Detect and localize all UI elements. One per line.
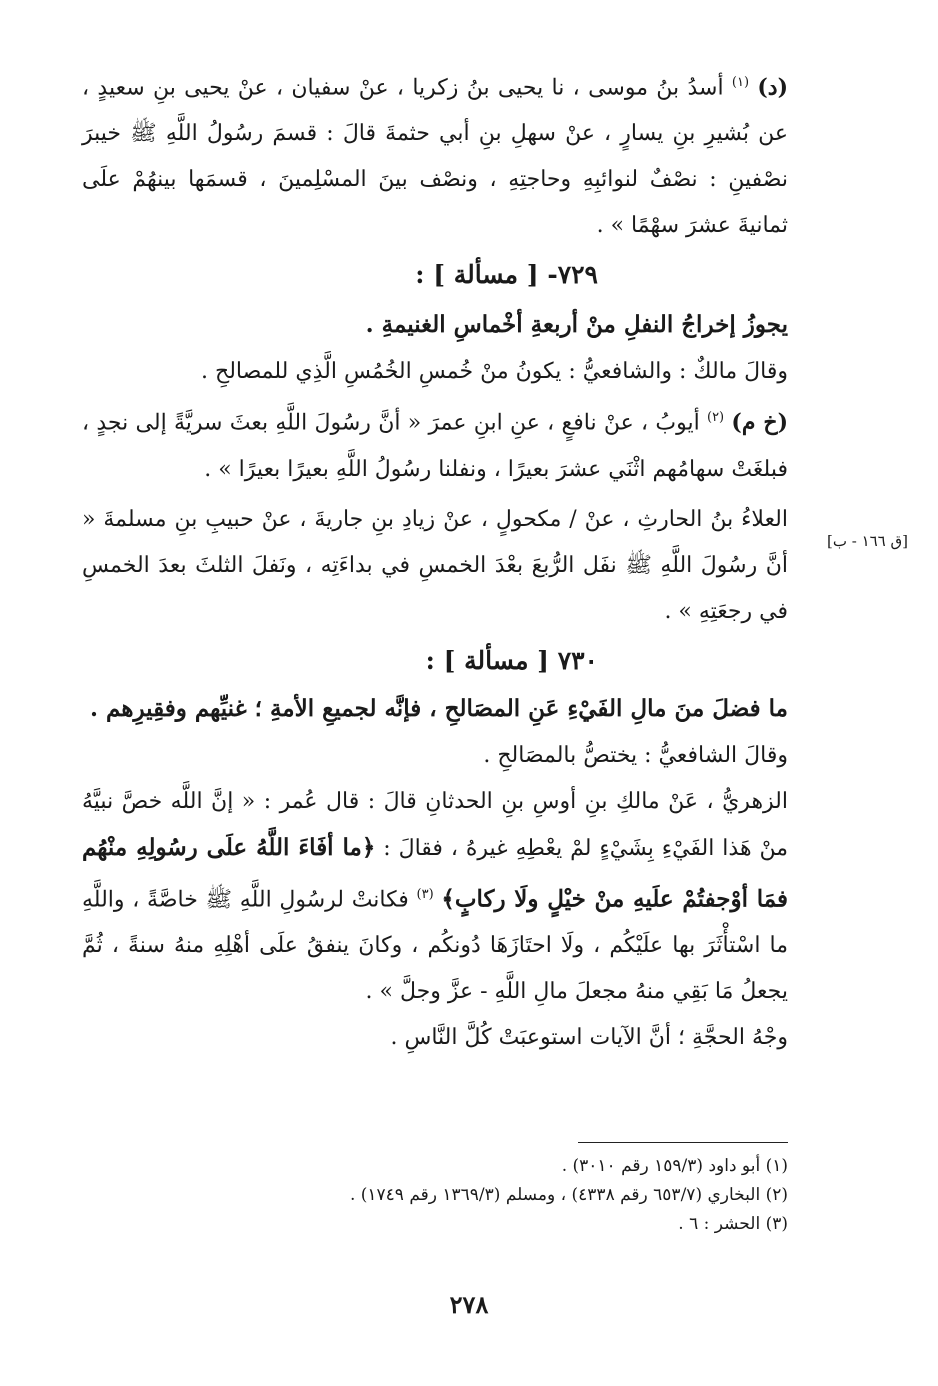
paragraph-text: أسدُ بنُ موسى ، نا يحيى بنُ زكريا ، عنْ سفيان ، عنْ يحيى بنِ سعيدٍ ، عن بُشيرِ بنِ يسارٍ ، عنْ سهلِ بنِ أبي حثمةَ قالَ : قسمَ رسُولُ اللَّهِ ﷺ خيبرَ نصْفينِ : نصْفٌ لنوائبِهِ وحاجتِهِ ، ونصْف بينَ المسْلِمينَ ، قسمَها بينهُمْ علَى ثمانيةَ عشرَ سهْمًا » . [82,75,788,239]
manuscript-folio-note: [ق ١٦٦ - ب] [826,532,908,550]
argument-paragraph: وجْهُ الحجَّةِ ؛ أنَّ الآيات استوعبَتْ كُلَّ النَّاسِ . [390,1024,788,1050]
source-siglum: (خ م) [731,409,788,436]
quran-verse: ﴿ما أفَاءَ اللَّهُ علَى رسُولِهِ منْهُم فمَا أوْجفتُمْ علَيهِ منْ خيْلٍ ولَا ركابٍ﴾ [82,833,788,912]
footnote-ref: (٢) [706,410,725,426]
opinion-paragraph: وقالَ مالكٌ : والشافعيُّ : يكونُ منْ خُمسِ الخُمُسِ الَّذِي للمصالحِ . [201,359,788,385]
footnote-1: (١) أبو داود (١٥٩/٣ رقم ٣٠١٠) . [561,1156,788,1176]
page-number: ٢٧٨ [449,1290,489,1319]
issue-heading-729: ٧٢٩- [ مسألة ] : [415,260,598,290]
hadith-paragraph-1 [82,60,788,249]
paragraph-text-b: فكانتْ لرسُولِ اللَّهِ ﷺ خاصَّةً ، واللَّهِ ما اسْتأْثَرَ بها علَيْكُم ، ولَا احتَازَهَا دُونكُم ، وكانَ ينفقُ علَى أهْلِهِ منهُ سنةً ، ثُمَّ يجعلُ مَا بَقِي منهُ مجعلَ مالِ اللَّهِ - عزَّ وجلَّ » . [82,886,788,1004]
opinion-paragraph-2: وقالَ الشافعيُّ : يختصُّ بالمصَالحِ . [483,742,788,768]
footnote-ref: (١) [731,75,750,90]
footnote-ref: (٣) [416,886,434,902]
hadith-paragraph-2 [82,395,788,492]
issue-heading-730: ٧٣٠ [ مسألة ] : [425,645,598,675]
ruling-statement-729: يجوزُ إخراجُ النفلِ منْ أربعةِ أخْماسِ الغنيمةِ . [365,311,788,339]
paragraph-text-a: الزهريُّ ، عَنْ مالكِ بنِ أوسِ بنِ الحدثانِ قالَ : قال عُمر : « إنَّ اللَّه خصَّ نبيَّهُ منْ هَذا الفَيْءِ بِشَيْءٍ لمْ يعْطِهِ غيرهُ ، فقالَ : [82,788,789,861]
main-text-column [82,60,788,1061]
hadith-paragraph-4 [82,779,788,1015]
footnote-2: (٢) البخاري (٦٥٣/٧ رقم ٤٣٣٨) ، ومسلم (١٣٦٩/٣ رقم ١٧٤٩) . [349,1185,788,1205]
footnote-3: (٣) الحشر : ٦ . [678,1214,788,1234]
footnote-divider [578,1142,788,1143]
hadith-paragraph-3: العلاءُ بنُ الحارثِ ، عنْ / مكحولٍ ، عنْ زيادِ بنِ جاريةَ ، عنْ حبيبِ بنِ مسلمةَ « أنَّ رسُولَ اللَّهِ ﷺ نفَل الرُّبعَ بعْدَ الخمسِ في بداءَتِه ، ونَفلَ الثلثَ بعدَ الخمسِ في رجعَتِهِ » . [82,506,788,624]
footnotes [82,1152,788,1239]
source-siglum: (د) [757,74,789,101]
paragraph-text: أيوبُ ، عنْ نافعٍ ، عنِ ابنِ عمرَ « أنَّ رسُولَ اللَّهِ بعثَ سريَّةً إلى نجدٍ ، فبلغَتْ سهامُهم اثْنَي عشرَ بعيرًا ، ونفلنا رسُولُ اللَّهِ بعيرًا بعيرًا » . [82,410,788,482]
ruling-statement-730: ما فضلَ منَ مالِ الفَيْءِ عَنِ المصَالحِ ، فإنَّه لجميعِ الأمةِ ؛ غنيِّهم وفقِيرِهم . [90,694,788,722]
